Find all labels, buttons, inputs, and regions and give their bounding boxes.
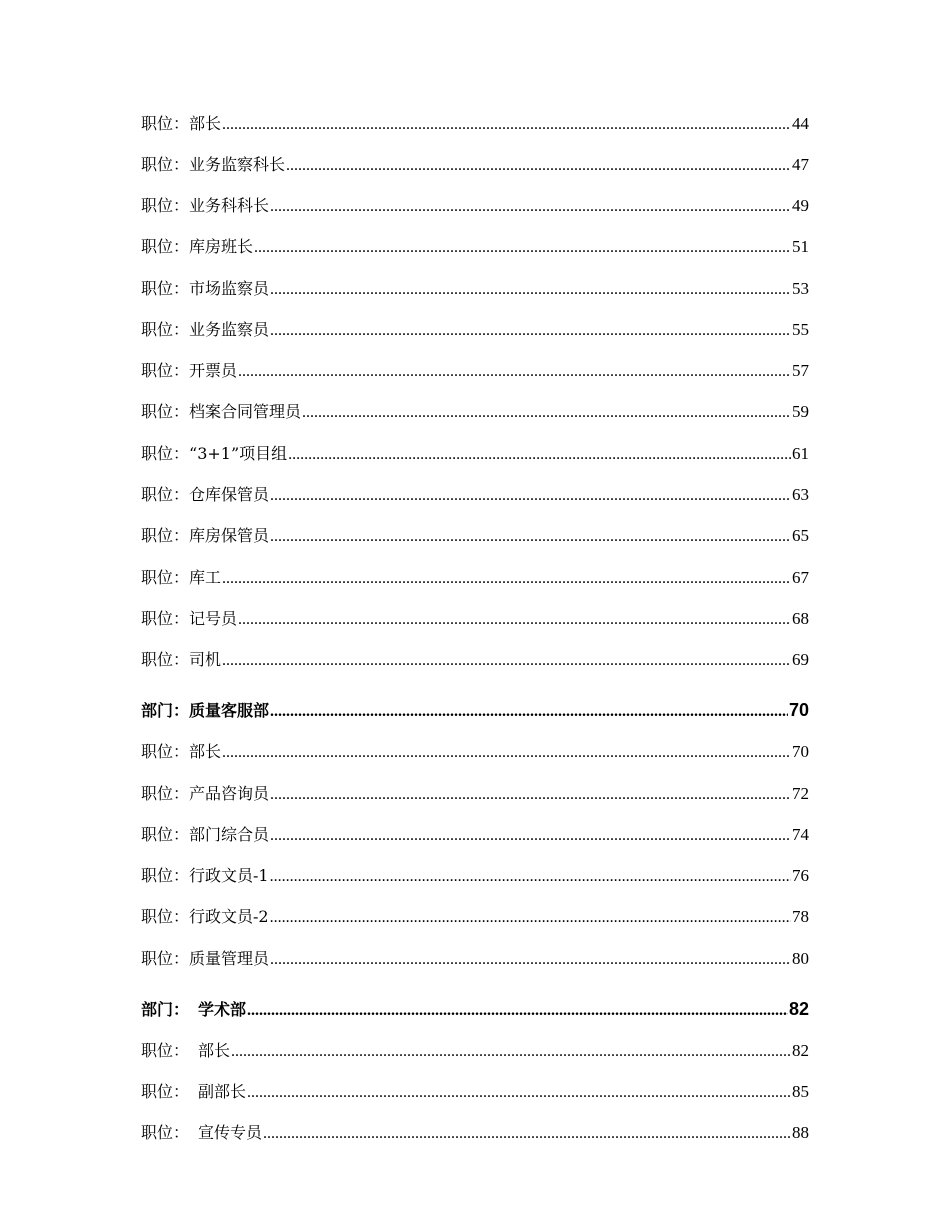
- entry-prefix: 职位：: [141, 361, 190, 380]
- entry-page-number: 55: [792, 320, 809, 339]
- entry-page-number: 82: [792, 1041, 809, 1060]
- entry-title: 库房班长: [189, 237, 254, 256]
- entry-prefix: 职位：: [141, 444, 190, 463]
- entry-page-number: 59: [792, 402, 809, 421]
- toc-entry[interactable]: [141, 1041, 809, 1062]
- entry-page-number: 49: [792, 196, 809, 215]
- entry-title: 仓库保管员: [189, 485, 270, 504]
- entry-title: 开票员: [189, 361, 238, 380]
- entry-page-number: 51: [792, 237, 809, 256]
- entry-page-number: 47: [792, 155, 809, 174]
- entry-prefix: 职位：: [141, 784, 190, 803]
- entry-title: “3+1”项目组: [189, 444, 288, 463]
- entry-page-number: 80: [792, 949, 809, 968]
- dot-leader: [270, 908, 791, 928]
- toc-entry[interactable]: [141, 485, 809, 506]
- entry-page-number: 67: [792, 568, 809, 587]
- dot-leader: [247, 1083, 791, 1103]
- entry-page-number: 61: [792, 444, 809, 463]
- dot-leader: [270, 486, 791, 506]
- toc-entry[interactable]: [141, 196, 809, 217]
- entry-title: 宣传专员: [198, 1123, 263, 1142]
- entry-page-number: 70: [792, 742, 809, 761]
- entry-prefix: 职位：: [141, 742, 190, 761]
- dot-leader: [270, 785, 791, 805]
- entry-page-number: 63: [792, 485, 809, 504]
- entry-title: 业务监察科长: [189, 155, 286, 174]
- entry-prefix: 部门：: [141, 701, 190, 720]
- entry-title: 业务科科长: [189, 196, 270, 215]
- dot-leader: [222, 743, 791, 763]
- entry-page-number: 85: [792, 1082, 809, 1101]
- entry-page-number: 70: [788, 700, 809, 720]
- entry-prefix: 职位：: [141, 650, 190, 669]
- dot-leader: [270, 826, 791, 846]
- entry-title: 部长: [198, 1041, 231, 1060]
- entry-prefix: 职位：: [141, 1041, 190, 1060]
- dot-leader: [231, 1042, 791, 1062]
- dot-leader: [222, 569, 791, 589]
- toc-entry[interactable]: [141, 526, 809, 547]
- toc-entry[interactable]: [141, 402, 809, 423]
- entry-page-number: 57: [792, 361, 809, 380]
- entry-title: 记号员: [189, 609, 238, 628]
- entry-page-number: 82: [788, 999, 809, 1019]
- entry-title: 业务监察员: [189, 320, 270, 339]
- entry-page-number: 88: [792, 1123, 809, 1142]
- toc-entry[interactable]: [141, 742, 809, 763]
- entry-prefix: 职位：: [141, 320, 190, 339]
- toc-entry[interactable]: [141, 568, 809, 589]
- toc-entry[interactable]: [141, 1123, 809, 1144]
- entry-title: 库房保管员: [189, 526, 270, 545]
- entry-page-number: 53: [792, 279, 809, 298]
- dot-leader: [270, 867, 791, 887]
- entry-prefix: 职位：: [141, 485, 190, 504]
- entry-prefix: 职位：: [141, 526, 190, 545]
- entry-prefix: 职位：: [141, 279, 190, 298]
- toc-entry[interactable]: [141, 825, 809, 846]
- entry-prefix: 职位：: [141, 568, 190, 587]
- entry-page-number: 74: [792, 825, 809, 844]
- toc-entry[interactable]: [141, 320, 809, 341]
- dot-leader: [270, 321, 791, 341]
- dot-leader: [270, 280, 791, 300]
- entry-prefix: 职位：: [141, 1123, 190, 1142]
- entry-prefix: 职位：: [141, 196, 190, 215]
- toc-entry[interactable]: [141, 907, 809, 928]
- entry-prefix: 职位：: [141, 237, 190, 256]
- dot-leader: [288, 445, 791, 465]
- toc-entry[interactable]: [141, 866, 809, 887]
- dot-leader: [254, 238, 791, 258]
- entry-prefix: 职位：: [141, 609, 190, 628]
- dot-leader: [238, 362, 791, 382]
- entry-title: 行政文员-1: [189, 866, 269, 885]
- entry-title: 副部长: [198, 1082, 247, 1101]
- entry-title: 库工: [189, 568, 222, 587]
- dot-leader: [270, 702, 788, 722]
- toc-department-entry[interactable]: [141, 999, 809, 1021]
- toc-entry[interactable]: [141, 279, 809, 300]
- entry-title: 部门综合员: [189, 825, 270, 844]
- toc-entry[interactable]: [141, 361, 809, 382]
- entry-page-number: 76: [792, 866, 809, 885]
- dot-leader: [270, 950, 791, 970]
- entry-prefix: 职位：: [141, 1082, 190, 1101]
- dot-leader: [247, 1001, 788, 1021]
- entry-page-number: 69: [792, 650, 809, 669]
- entry-title: 司机: [189, 650, 222, 669]
- entry-page-number: 65: [792, 526, 809, 545]
- toc-entry[interactable]: [141, 949, 809, 970]
- dot-leader: [238, 610, 791, 630]
- entry-title: 学术部: [198, 1000, 247, 1019]
- entry-title: 质量管理员: [189, 949, 270, 968]
- dot-leader: [222, 651, 791, 671]
- entry-prefix: 职位：: [141, 907, 190, 926]
- entry-title: 部长: [189, 742, 222, 761]
- toc-entry[interactable]: [141, 444, 809, 465]
- entry-title: 行政文员-2: [189, 907, 269, 926]
- entry-prefix: 职位：: [141, 402, 190, 421]
- entry-page-number: 72: [792, 784, 809, 803]
- entry-prefix: 职位：: [141, 114, 190, 133]
- entry-title: 档案合同管理员: [189, 402, 302, 421]
- entry-page-number: 44: [792, 114, 809, 133]
- dot-leader: [302, 403, 791, 423]
- dot-leader: [270, 527, 791, 547]
- entry-prefix: 职位：: [141, 155, 190, 174]
- entry-title: 市场监察员: [189, 279, 270, 298]
- entry-title: 产品咨询员: [189, 784, 270, 803]
- entry-title: 部长: [189, 114, 222, 133]
- entry-prefix: 职位：: [141, 825, 190, 844]
- entry-page-number: 78: [792, 907, 809, 926]
- entry-prefix: 职位：: [141, 866, 190, 885]
- entry-page-number: 68: [792, 609, 809, 628]
- toc-entry[interactable]: [141, 784, 809, 805]
- dot-leader: [222, 115, 791, 135]
- entry-title: 质量客服部: [189, 701, 270, 720]
- toc-entry[interactable]: [141, 237, 809, 258]
- entry-prefix: 职位：: [141, 949, 190, 968]
- toc-entry[interactable]: [141, 609, 809, 630]
- dot-leader: [270, 197, 791, 217]
- toc-entry[interactable]: [141, 650, 809, 671]
- entry-prefix: 部门：: [141, 1000, 190, 1019]
- dot-leader: [286, 156, 791, 176]
- toc-entry[interactable]: [141, 1082, 809, 1103]
- toc-department-entry[interactable]: [141, 700, 809, 722]
- dot-leader: [263, 1124, 791, 1144]
- toc-entry[interactable]: [141, 155, 809, 176]
- toc-entry[interactable]: [141, 114, 809, 135]
